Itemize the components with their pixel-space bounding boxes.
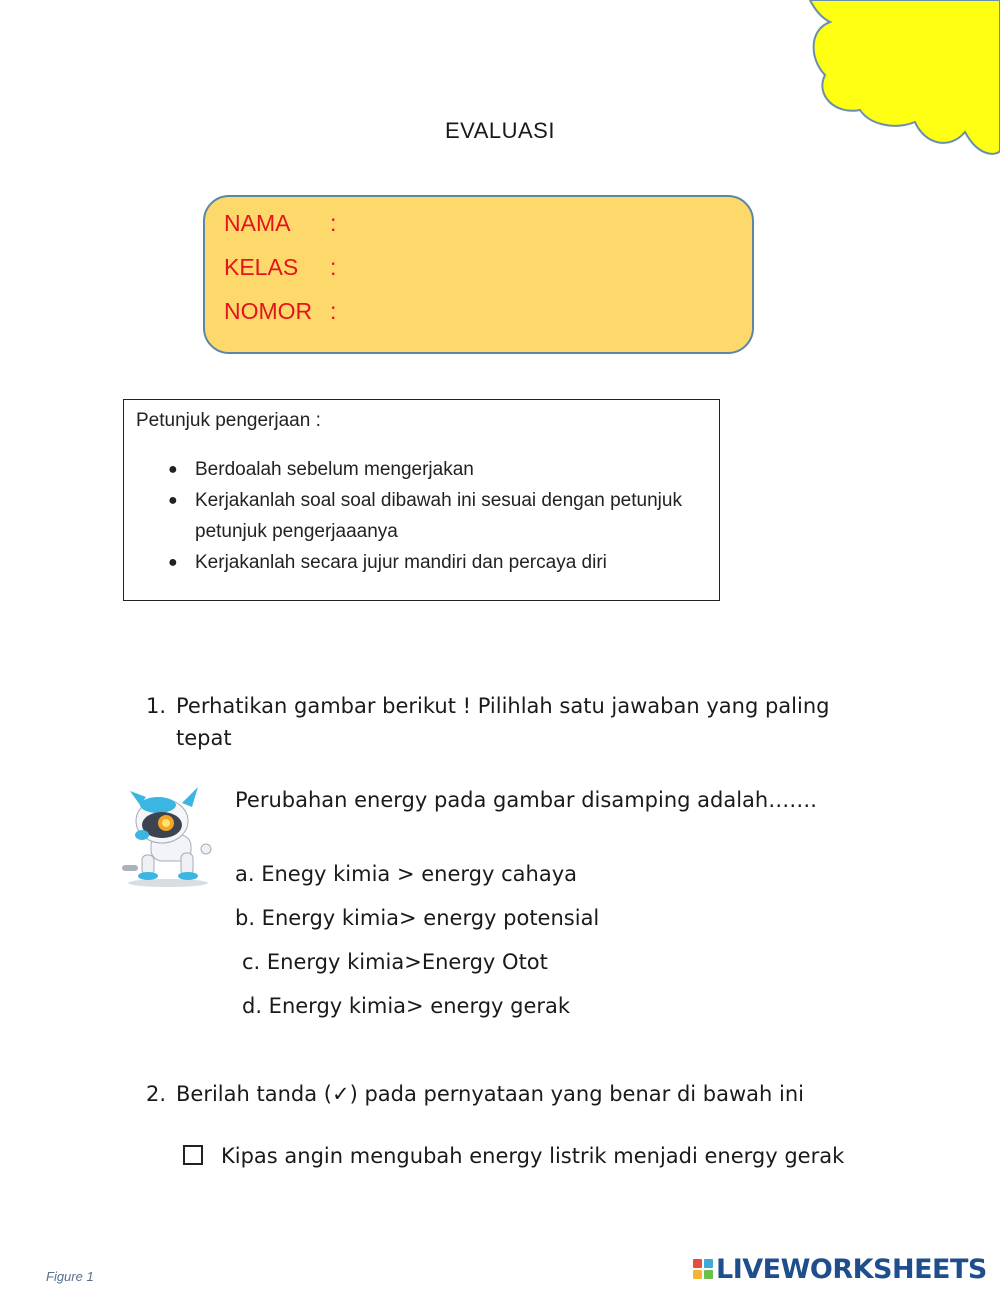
question1-number: 1. xyxy=(146,694,167,718)
question1-prompt: Perubahan energy pada gambar disamping adalah……. xyxy=(235,788,817,812)
number-field[interactable] xyxy=(224,298,336,325)
decorative-sun-shape xyxy=(800,0,1000,180)
instructions-heading: Petunjuk pengerjaan : xyxy=(136,410,321,431)
question2-statement: Kipas angin mengubah energy listrik menjadi energy gerak xyxy=(221,1144,845,1168)
question2-number: 2. xyxy=(146,1082,167,1106)
class-label: KELAS xyxy=(224,254,299,280)
question1-line2: tepat xyxy=(176,726,232,750)
brand-name: LIVEWORKSHEETS xyxy=(716,1253,987,1285)
option-d[interactable]: d. Energy kimia> energy gerak xyxy=(242,994,571,1018)
figure-caption: Figure 1 xyxy=(46,1269,94,1284)
name-label: NAMA xyxy=(224,210,291,236)
question1-line1: Perhatikan gambar berikut ! Pilihlah satu jawaban yang paling xyxy=(176,694,830,718)
bullet-icon: ● xyxy=(168,461,178,478)
identity-box xyxy=(203,195,754,354)
statement-checkbox[interactable] xyxy=(183,1145,203,1165)
liveworksheets-logo xyxy=(693,1253,987,1285)
instruction-item: ● Kerjakanlah soal soal dibawah ini sesuai dengan petunjuk petunjuk pengerjaaanya xyxy=(168,485,688,547)
page-title: EVALUASI xyxy=(445,118,555,143)
logo-tiles-icon xyxy=(693,1259,713,1279)
option-a[interactable]: a. Enegy kimia > energy cahaya xyxy=(235,862,577,886)
instruction-item: ● Kerjakanlah secara jujur mandiri dan percaya diri xyxy=(168,547,688,578)
name-colon: : xyxy=(330,210,337,236)
option-c[interactable]: c. Energy kimia>Energy Otot xyxy=(242,950,548,974)
option-b[interactable]: b. Energy kimia> energy potensial xyxy=(235,906,600,930)
bullet-icon: ● xyxy=(168,492,178,509)
instructions-box xyxy=(123,399,720,601)
class-colon: : xyxy=(330,254,337,280)
instruction-item: ● Berdoalah sebelum mengerjakan xyxy=(168,454,688,485)
instructions-list xyxy=(168,454,688,578)
name-field[interactable] xyxy=(224,210,336,237)
number-colon: : xyxy=(330,298,337,324)
number-label: NOMOR xyxy=(224,298,313,324)
class-field[interactable] xyxy=(224,254,336,281)
robot-dog-image xyxy=(118,783,216,888)
checkmark-icon: ✓ xyxy=(331,1082,350,1106)
bullet-icon: ● xyxy=(168,554,178,571)
question2-instruction: Berilah tanda (✓) pada pernyataan yang benar di bawah ini xyxy=(176,1082,804,1106)
